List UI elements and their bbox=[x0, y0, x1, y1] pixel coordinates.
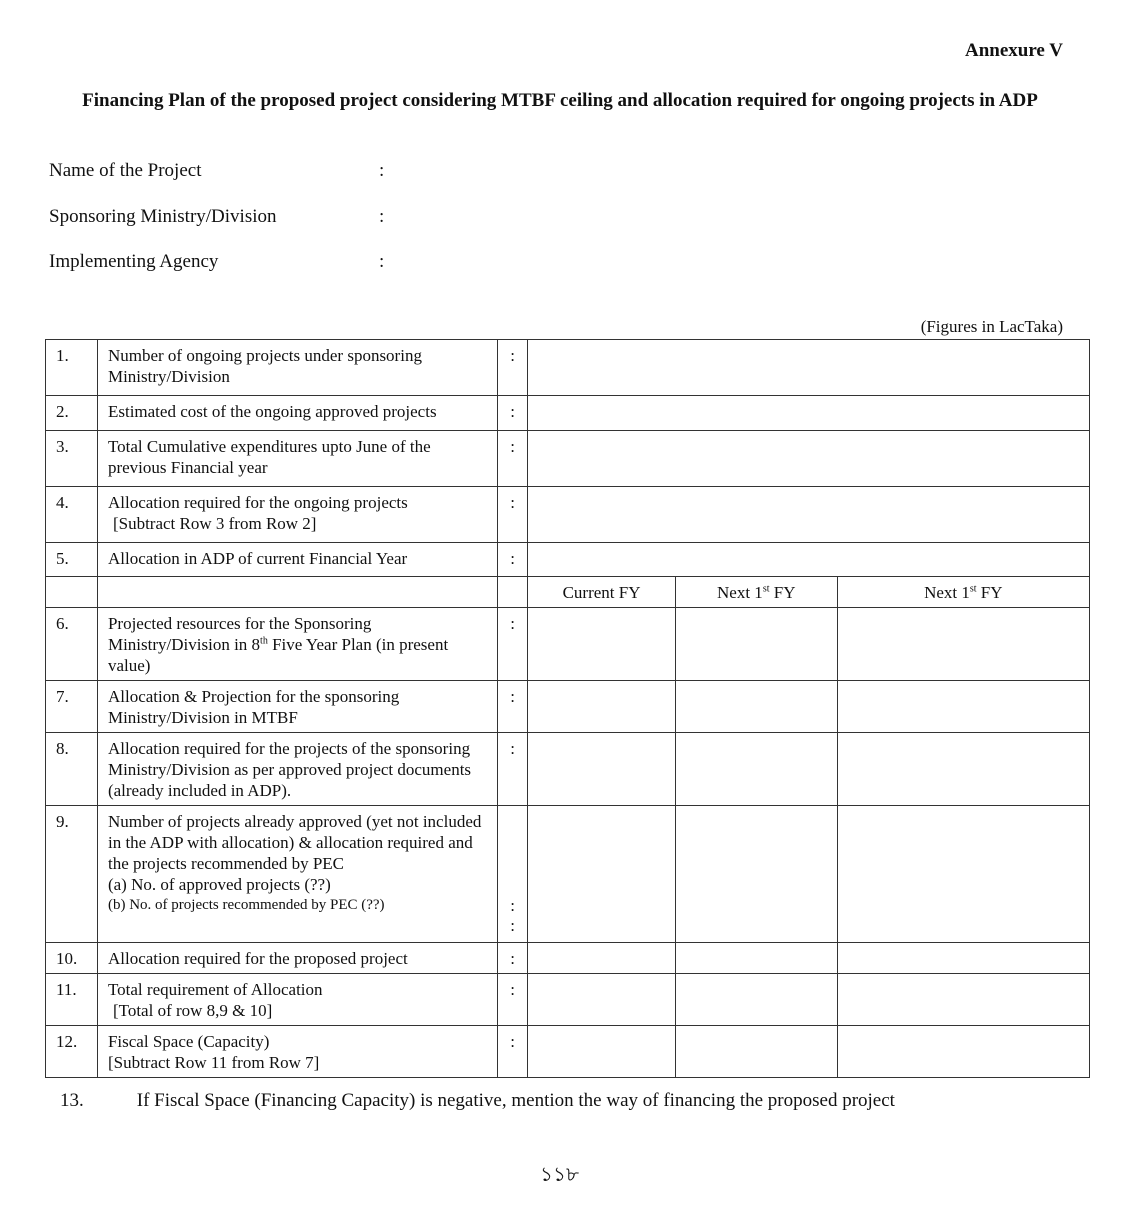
financing-plan-table bbox=[45, 339, 1090, 1078]
row-separator: : bbox=[498, 974, 528, 1026]
row-number: 8. bbox=[46, 733, 98, 806]
value-cell-current-fy[interactable] bbox=[528, 806, 676, 943]
row-separator: : bbox=[498, 487, 528, 543]
value-cell-next-fy-2[interactable] bbox=[837, 806, 1089, 943]
row-separator: : bbox=[498, 1026, 528, 1078]
row-separator: : bbox=[498, 943, 528, 974]
row-description-sub-b: (b) No. of projects recommended by PEC (??) bbox=[107, 897, 385, 913]
row-description: Allocation & Projection for the sponsoring Ministry/Division in MTBF bbox=[97, 681, 497, 733]
row-number: 9. bbox=[46, 806, 98, 943]
row-separator: : bbox=[498, 431, 528, 487]
row-separator: : bbox=[498, 543, 528, 577]
table-row bbox=[46, 733, 1090, 806]
row-description: Allocation in ADP of current Financial Year bbox=[97, 543, 497, 577]
meta-field-sponsoring-ministry bbox=[49, 206, 385, 228]
row-description-line: Total requirement of Allocation bbox=[107, 980, 323, 999]
meta-field-implementing-agency bbox=[49, 251, 385, 273]
row-description: Allocation required for the proposed project bbox=[97, 943, 497, 974]
table-row bbox=[46, 681, 1090, 733]
value-cell-next-fy-1[interactable] bbox=[675, 974, 837, 1026]
row-description-sub-a: (a) No. of approved projects (??) bbox=[107, 875, 331, 894]
empty-cell bbox=[46, 577, 98, 608]
value-cell[interactable] bbox=[528, 340, 1090, 396]
fy-column-header-next-2: Next 1st FY bbox=[837, 577, 1089, 608]
row-number: 6. bbox=[46, 608, 98, 681]
fy-header-row bbox=[46, 577, 1090, 608]
table-row bbox=[46, 608, 1090, 681]
value-cell-next-fy-2[interactable] bbox=[837, 1026, 1089, 1078]
meta-label: Name of the Project bbox=[49, 160, 202, 181]
row-number: 12. bbox=[46, 1026, 98, 1078]
row-description-line: Number of projects already approved (yet not included in the ADP with allocation) & allocation required and the projects recommended by PEC bbox=[107, 812, 482, 873]
meta-separator: : bbox=[379, 160, 385, 181]
value-cell-next-fy-2[interactable] bbox=[837, 943, 1089, 974]
row-number: 7. bbox=[46, 681, 98, 733]
value-cell-current-fy[interactable] bbox=[528, 943, 676, 974]
row-description: Number of ongoing projects under sponsoring Ministry/Division bbox=[97, 340, 497, 396]
note-text: If Fiscal Space (Financing Capacity) is negative, mention the way of financing the proposed project bbox=[136, 1090, 895, 1111]
meta-label: Sponsoring Ministry/Division bbox=[49, 206, 277, 227]
row-number: 4. bbox=[46, 487, 98, 543]
value-cell-current-fy[interactable] bbox=[528, 1026, 676, 1078]
units-note: (Figures in LacTaka) bbox=[920, 317, 1063, 336]
annexure-label: Annexure V bbox=[964, 40, 1063, 61]
row-number: 11. bbox=[46, 974, 98, 1026]
row-number: 10. bbox=[46, 943, 98, 974]
row-description bbox=[97, 1026, 497, 1078]
table-row bbox=[46, 396, 1090, 431]
value-cell-next-fy-1[interactable] bbox=[675, 608, 837, 681]
value-cell-next-fy-1[interactable] bbox=[675, 943, 837, 974]
table-row bbox=[46, 431, 1090, 487]
table-row bbox=[46, 487, 1090, 543]
value-cell-next-fy-2[interactable] bbox=[837, 608, 1089, 681]
value-cell-next-fy-1[interactable] bbox=[675, 733, 837, 806]
value-cell-next-fy-1[interactable] bbox=[675, 1026, 837, 1078]
value-cell[interactable] bbox=[528, 487, 1090, 543]
value-cell[interactable] bbox=[528, 396, 1090, 431]
row-description-formula: [Subtract Row 11 from Row 7] bbox=[107, 1053, 320, 1072]
table-row bbox=[46, 943, 1090, 974]
value-cell-current-fy[interactable] bbox=[528, 608, 676, 681]
row-number: 1. bbox=[46, 340, 98, 396]
value-cell[interactable] bbox=[528, 543, 1090, 577]
value-cell-current-fy[interactable] bbox=[528, 974, 676, 1026]
row-description-line: Allocation required for the ongoing projects bbox=[107, 493, 408, 512]
value-cell-current-fy[interactable] bbox=[528, 681, 676, 733]
row-number: 2. bbox=[46, 396, 98, 431]
value-cell-next-fy-1[interactable] bbox=[675, 681, 837, 733]
note-13 bbox=[60, 1090, 895, 1112]
value-cell-current-fy[interactable] bbox=[528, 733, 676, 806]
meta-separator: : bbox=[379, 251, 385, 272]
value-cell-next-fy-1[interactable] bbox=[675, 806, 837, 943]
meta-separator: : bbox=[379, 206, 385, 227]
row-description: Allocation required for the projects of the sponsoring Ministry/Division as per approved project documents (already included in ADP). bbox=[97, 733, 497, 806]
row-description: Total Cumulative expenditures upto June of the previous Financial year bbox=[97, 431, 497, 487]
empty-cell bbox=[97, 577, 497, 608]
row-description: Projected resources for the Sponsoring Ministry/Division in 8th Five Year Plan (in present value) bbox=[97, 608, 497, 681]
row-number: 3. bbox=[46, 431, 98, 487]
page-number: ১১৮ bbox=[540, 1164, 579, 1186]
row-separator: : bbox=[498, 608, 528, 681]
row-description bbox=[97, 806, 497, 943]
value-cell-next-fy-2[interactable] bbox=[837, 733, 1089, 806]
row-description-formula: [Subtract Row 3 from Row 2] bbox=[112, 514, 317, 533]
row-separator: : : bbox=[498, 806, 528, 943]
row-separator: : bbox=[498, 733, 528, 806]
row-description: Estimated cost of the ongoing approved projects bbox=[97, 396, 497, 431]
row-description bbox=[97, 974, 497, 1026]
row-number: 5. bbox=[46, 543, 98, 577]
row-description bbox=[97, 487, 497, 543]
value-cell[interactable] bbox=[528, 431, 1090, 487]
meta-label: Implementing Agency bbox=[49, 251, 219, 272]
table-row bbox=[46, 806, 1090, 943]
fy-column-header-current: Current FY bbox=[528, 577, 676, 608]
note-number: 13. bbox=[60, 1090, 84, 1111]
value-cell-next-fy-2[interactable] bbox=[837, 681, 1089, 733]
table-row bbox=[46, 543, 1090, 577]
table-row bbox=[46, 1026, 1090, 1078]
row-description-formula: [Total of row 8,9 & 10] bbox=[112, 1001, 273, 1020]
value-cell-next-fy-2[interactable] bbox=[837, 974, 1089, 1026]
empty-cell bbox=[498, 577, 528, 608]
row-separator: : bbox=[498, 340, 528, 396]
row-separator: : bbox=[498, 681, 528, 733]
row-separator: : bbox=[498, 396, 528, 431]
fy-column-header-next-1: Next 1st FY bbox=[675, 577, 837, 608]
table-row bbox=[46, 340, 1090, 396]
row-description-line: Fiscal Space (Capacity) bbox=[107, 1032, 270, 1051]
table-row bbox=[46, 974, 1090, 1026]
meta-field-project-name bbox=[49, 160, 385, 182]
document-title: Financing Plan of the proposed project considering MTBF ceiling and allocation required for ongoing projects in ADP bbox=[82, 90, 1038, 111]
